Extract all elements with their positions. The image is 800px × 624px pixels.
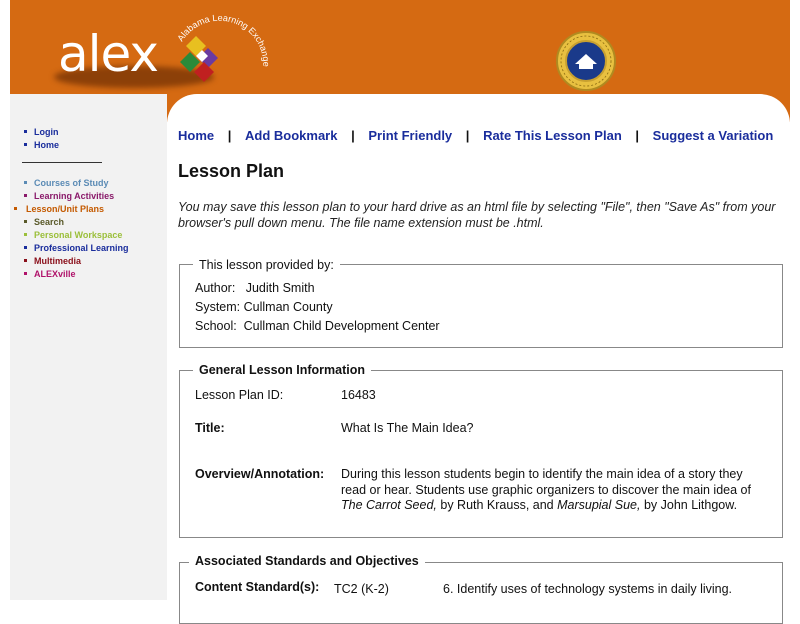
logo-tagline: Alabama Learning Exchange (175, 12, 272, 67)
system-row (195, 300, 333, 314)
alex-logo[interactable] (52, 12, 272, 94)
link-separator: | (227, 128, 232, 143)
link-separator: | (465, 128, 470, 143)
standards-legend: Associated Standards and Objectives (189, 554, 425, 568)
sidebar-item-label: Home (34, 140, 60, 150)
sidebar-item-personal-workspace[interactable] (34, 230, 122, 240)
bullet-icon (24, 246, 27, 249)
system-value: Cullman County (243, 300, 333, 314)
sidebar-item-courses-of-study[interactable] (34, 178, 109, 188)
intro-text: You may save this lesson plan to your hard drive as an html file by selecting "File", then "Save As" from your browser's pull down menu. The file name extension must be .html. (178, 200, 776, 230)
general-info-legend: General Lesson Information (193, 363, 371, 377)
overview-label: Overview/Annotation: (195, 467, 325, 481)
overview-part: by John Lithgow. (640, 498, 738, 512)
sidebar-item-label: Login (34, 127, 59, 137)
standard-text: 6. Identify uses of technology systems in daily living. (443, 582, 733, 596)
system-label: System: (195, 300, 241, 314)
bullet-icon (24, 143, 27, 146)
sidebar-item-label: Multimedia (34, 256, 82, 266)
author-value: Judith Smith (245, 281, 315, 295)
title-label: Title: (195, 421, 225, 435)
sidebar-item-label: Courses of Study (34, 178, 109, 188)
content-standard-label: Content Standard(s): (195, 580, 320, 594)
sidebar-item-learning-activities[interactable] (34, 191, 114, 201)
logo-text: alex (58, 25, 159, 83)
overview-part: by Ruth Krauss, and (436, 498, 558, 512)
bullet-icon (24, 272, 27, 275)
bullet-icon (24, 220, 27, 223)
sidebar-item-multimedia[interactable] (34, 256, 81, 266)
standard-code[interactable]: TC2 (K-2) (334, 582, 389, 596)
sidebar-item-login[interactable] (34, 127, 59, 137)
author-label: Author: (195, 281, 236, 295)
bullet-icon (14, 207, 17, 210)
lesson-id-label: Lesson Plan ID: (195, 388, 284, 402)
print-friendly-link[interactable]: Print Friendly (368, 128, 453, 143)
bullet-icon (24, 130, 27, 133)
overview-text (341, 467, 761, 514)
sidebar-item-alexville[interactable] (34, 269, 76, 279)
link-separator: | (351, 128, 355, 143)
state-seal-icon (555, 30, 617, 92)
page-title: Lesson Plan (178, 161, 285, 181)
top-links-bar (178, 128, 773, 143)
bullet-icon (24, 181, 27, 184)
school-label: School: (195, 319, 237, 333)
bullet-icon (24, 233, 27, 236)
book-title: Marsupial Sue, (557, 498, 641, 512)
sidebar (10, 94, 167, 600)
bullet-icon (24, 194, 27, 197)
sidebar-item-search[interactable] (34, 217, 64, 227)
sidebar-item-home[interactable] (34, 140, 59, 150)
lesson-id-value: 16483 (341, 388, 376, 402)
sidebar-item-label: Search (34, 217, 65, 227)
sidebar-item-label: ALEXville (34, 269, 76, 279)
suggest-variation-link[interactable]: Suggest a Variation (652, 128, 774, 143)
link-separator: | (635, 128, 640, 143)
add-bookmark-link[interactable]: Add Bookmark (245, 128, 338, 143)
sidebar-item-label: Learning Activities (34, 191, 115, 201)
author-row (195, 281, 315, 295)
home-link[interactable]: Home (178, 128, 215, 143)
overview-part: During this lesson students begin to identify the main idea of a story they read or hear. Students use graphic organizers to discover the main idea of (341, 467, 751, 497)
sidebar-item-lesson-unit-plans[interactable] (26, 204, 104, 214)
sidebar-item-label: Personal Workspace (34, 230, 123, 240)
title-value: What Is The Main Idea? (341, 421, 474, 435)
rate-lesson-plan-link[interactable]: Rate This Lesson Plan (483, 128, 622, 143)
sidebar-divider (22, 162, 102, 163)
sidebar-item-professional-learning[interactable] (34, 243, 129, 253)
sidebar-item-label: Lesson/Unit Plans (26, 204, 105, 214)
school-row (195, 319, 440, 333)
sidebar-item-label: Professional Learning (34, 243, 129, 253)
provider-legend: This lesson provided by: (193, 258, 340, 272)
bullet-icon (24, 259, 27, 262)
book-title: The Carrot Seed, (341, 498, 437, 512)
school-value: Cullman Child Development Center (243, 319, 440, 333)
